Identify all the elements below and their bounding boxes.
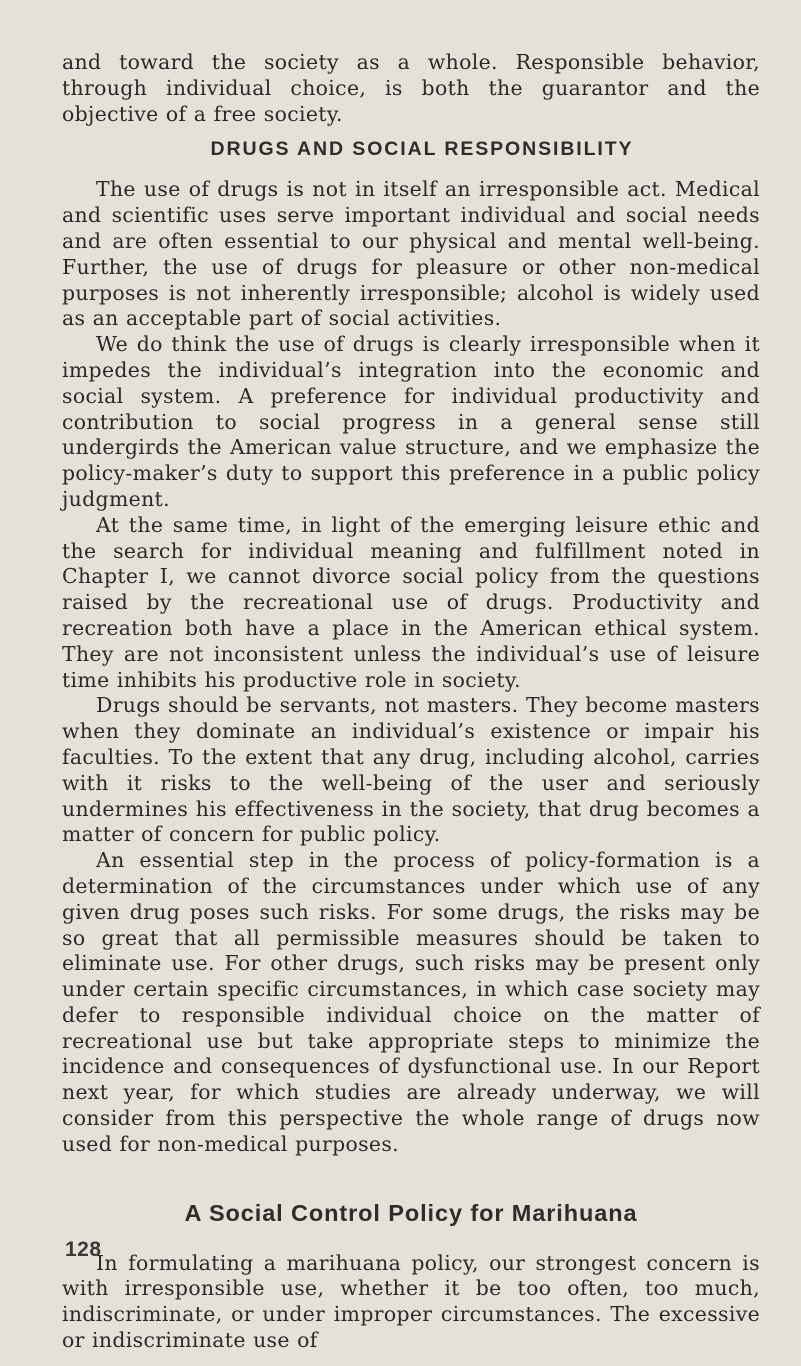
body-paragraph: At the same time, in light of the emerging leisure ethic and the search for individual meaning and fulfillment noted in Chapter I, we cannot divorce social policy from the questions raised by the recreational use of drugs. Productivity and recreation both have a place in the American ethical system. They are not inconsistent unless the individual’s use of leisure time inhibits his productive role in society. <box>62 512 760 692</box>
body-paragraph-continuation: and toward the society as a whole. Responsible behavior, through individual choice, is both the guarantor and the objective of a free society. <box>62 50 760 126</box>
section-heading: DRUGS AND SOCIAL RESPONSIBILITY <box>210 138 634 161</box>
body-paragraph: An essential step in the process of policy-formation is a determination of the circumstances under which use of any given drug poses such risks. For some drugs, the risks may be so great that all permissible measures should be taken to eliminate use. For other drugs, such risks may be present only under certain specific circumstances, in which case society may defer to responsible individual choice on the matter of recreational use but take appropriate steps to minimize the incidence and consequences of dysfunctional use. In our Report next year, for which studies are already underway, we will consider from this perspective the whole range of drugs now used for non-medical purposes. <box>62 848 760 1156</box>
subsection-heading: A Social Control Policy for Marihuana <box>184 1199 638 1226</box>
document-page <box>62 50 760 1354</box>
body-paragraph: In formulating a marihuana policy, our strongest concern is with irresponsible use, whether it be too often, too much, indiscriminate, or under improper circumstances. The excessive or indiscriminate use of <box>62 1250 760 1353</box>
body-paragraph: The use of drugs is not in itself an irresponsible act. Medical and scientific uses serve important individual and social needs and are often essential to our physical and mental well-being. Further, the use of drugs for pleasure or other non-medical purposes is not inherently irresponsible; alcohol is widely used as an acceptable part of social activities. <box>62 177 760 331</box>
body-paragraph: Drugs should be servants, not masters. They become masters when they dominate an individual’s existence or impair his faculties. To the extent that any drug, including alcohol, carries with it risks to the well-being of the user and seriously undermines his effectiveness in the society, that drug becomes a matter of concern for public policy. <box>62 693 760 847</box>
page-number: 128 <box>65 1238 102 1261</box>
body-paragraph: We do think the use of drugs is clearly irresponsible when it impedes the individual’s integration into the economic and social system. A preference for individual productivity and contribution to social progress in a general sense still undergirds the American value structure, and we emphasize the policy-maker’s duty to support this preference in a public policy judgment. <box>62 332 760 511</box>
